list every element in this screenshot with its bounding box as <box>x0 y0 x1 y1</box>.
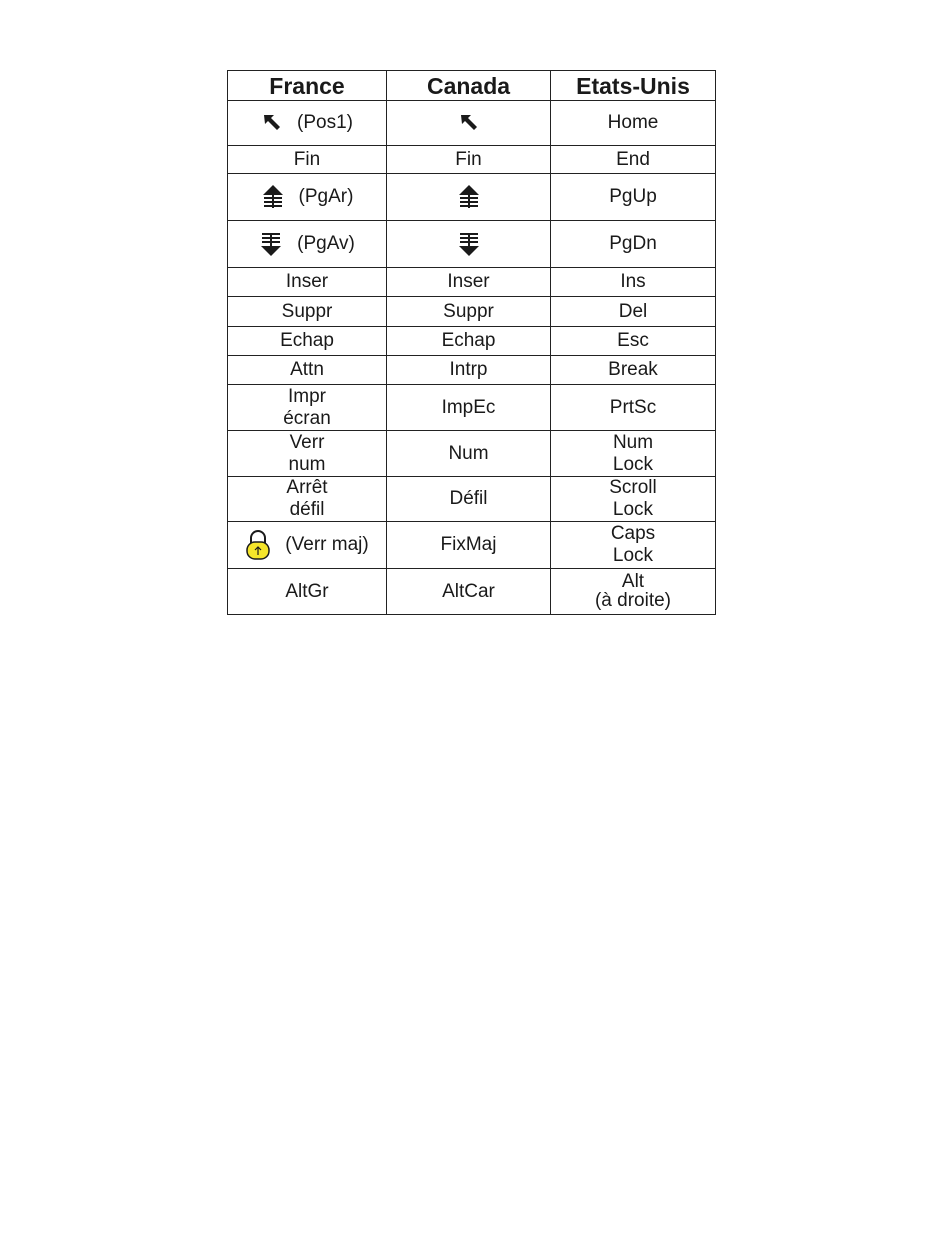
cell-line: Lock <box>612 499 654 520</box>
cell-canada: Défil <box>387 477 551 522</box>
cell-us <box>551 569 716 615</box>
cell-france <box>228 431 387 477</box>
header-canada: Canada <box>387 71 551 101</box>
cell-canada: AltCar <box>387 569 551 615</box>
cell-us: Esc <box>551 327 716 356</box>
cell-line: Lock <box>612 453 654 475</box>
cell-line: écran <box>283 407 331 429</box>
table-row <box>228 174 716 221</box>
cell-canada <box>387 174 551 221</box>
cell-canada: Fin <box>387 146 551 174</box>
cell-us <box>551 522 716 569</box>
cell-line: num <box>288 453 326 475</box>
cell-line: Lock <box>612 545 654 566</box>
cell-us: Ins <box>551 268 716 297</box>
table-row <box>228 297 716 327</box>
table-row <box>228 221 716 268</box>
cell-line: Impr <box>288 385 326 407</box>
page-down-icon <box>457 231 481 257</box>
cell-canada <box>387 221 551 268</box>
page-up-icon <box>261 184 285 210</box>
page-down-icon <box>259 231 283 257</box>
table-row <box>228 477 716 522</box>
cell-line: défil <box>289 499 325 520</box>
cell-us: Break <box>551 356 716 385</box>
cell-line: Alt <box>621 570 645 592</box>
cell-canada: Suppr <box>387 297 551 327</box>
cell-france <box>228 174 387 221</box>
cell-us <box>551 431 716 477</box>
table-row <box>228 569 716 615</box>
cell-canada: Num <box>387 431 551 477</box>
cell-france <box>228 477 387 522</box>
table-row <box>228 522 716 569</box>
cell-canada: Intrp <box>387 356 551 385</box>
cell-text: (PgAr) <box>298 186 354 207</box>
padlock-icon <box>245 529 271 561</box>
cell-line: Verr <box>289 431 325 453</box>
cell-line: (à droite) <box>594 589 672 611</box>
cell-france: AltGr <box>228 569 387 615</box>
cell-line: Caps <box>610 523 656 544</box>
cell-us: PrtSc <box>551 385 716 431</box>
cell-text: (Verr maj) <box>285 534 369 555</box>
cell-canada: ImpEc <box>387 385 551 431</box>
table-row <box>228 385 716 431</box>
cell-canada: Echap <box>387 327 551 356</box>
cell-us: PgDn <box>551 221 716 268</box>
cell-canada <box>387 101 551 146</box>
cell-us: PgUp <box>551 174 716 221</box>
home-arrow-icon <box>458 112 480 134</box>
cell-france <box>228 385 387 431</box>
cell-france: Attn <box>228 356 387 385</box>
header-france: France <box>228 71 387 101</box>
cell-france: Inser <box>228 268 387 297</box>
cell-france <box>228 221 387 268</box>
table-row <box>228 356 716 385</box>
cell-us: Home <box>551 101 716 146</box>
page-up-icon <box>457 184 481 210</box>
cell-canada: Inser <box>387 268 551 297</box>
keyboard-key-names-table <box>227 70 716 615</box>
header-us: Etats-Unis <box>551 71 716 101</box>
cell-france <box>228 101 387 146</box>
table-row <box>228 327 716 356</box>
cell-canada: FixMaj <box>387 522 551 569</box>
table-row <box>228 431 716 477</box>
cell-text: (Pos1) <box>297 112 353 133</box>
home-arrow-icon <box>261 112 283 134</box>
table-row <box>228 146 716 174</box>
cell-line: Arrêt <box>286 477 328 498</box>
cell-line: Num <box>612 431 654 453</box>
table-row <box>228 101 716 146</box>
cell-us: End <box>551 146 716 174</box>
header-row <box>228 71 716 101</box>
cell-us <box>551 477 716 522</box>
cell-text: (PgAv) <box>297 233 355 254</box>
cell-france: Echap <box>228 327 387 356</box>
cell-us: Del <box>551 297 716 327</box>
table-row <box>228 268 716 297</box>
cell-france <box>228 522 387 569</box>
cell-line: Scroll <box>609 477 657 498</box>
cell-france: Suppr <box>228 297 387 327</box>
cell-france: Fin <box>228 146 387 174</box>
